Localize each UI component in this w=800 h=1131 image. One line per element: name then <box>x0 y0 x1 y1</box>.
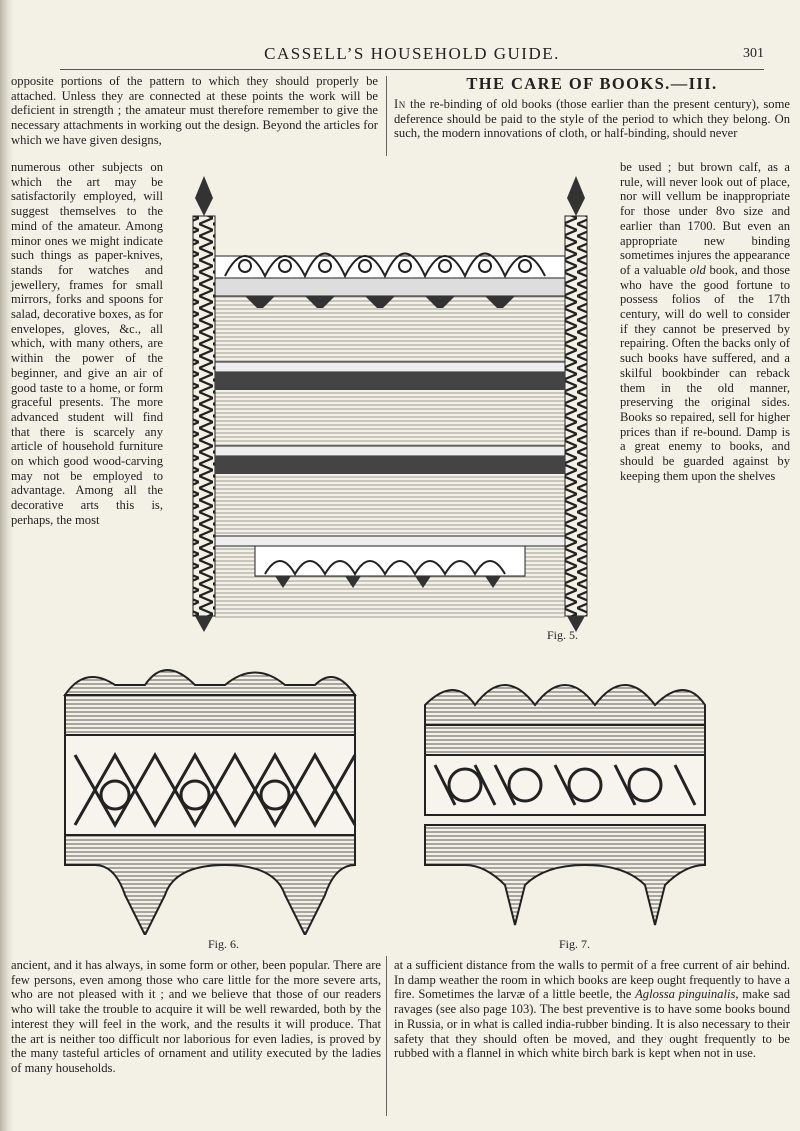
right-bottom-text-b: make sad ravages (see also page 103). The best preventive is to have some books bound in Russia, or in what is called india-rubber binding. It is also necessary to their safety that they should often be moved, and they ought frequently to be rubbed with a flannel in which white birch bark is kept when not in use. <box>394 987 790 1061</box>
right-bottom-italic: Aglossa pinguinalis, <box>635 987 739 1002</box>
figure-6-caption: Fig. 6. <box>208 937 240 951</box>
column-divider-bottom <box>386 956 387 1116</box>
figure-5-caption: Fig. 5. <box>547 628 579 642</box>
running-title: CASSELL’S HOUSEHOLD GUIDE. <box>264 44 560 63</box>
right-narrow-text-b: book, and those who have the good fortune to possess folios of the 17th century, will do well to consider if they cannot be preserved by repairing. Often the backs only of such books have suffered, and a skilful bookbinder can reback them in the old manner, preserving the original sides. Books so repaired, sell for higher prices than if re-bound. Damp is a great enemy to books, and should be guarded against by keeping them upon the shelves <box>620 262 790 483</box>
figure-6-fretwork-illustration <box>55 655 360 935</box>
column-divider <box>386 76 387 156</box>
right-top-text: the re-binding of old books (those earlier than the present century), some deference should be paid to the style of the period to which they belong. On such, the modern innovations of cloth, or half-binding, should never <box>394 97 790 141</box>
header-rule <box>60 69 764 70</box>
right-bottom-text-a: at a sufficient distance from the walls to permit of a free current of air behind. In damp weather the room in which books are keep ought frequently to have a fire. Sometimes the larvæ of a little beetle, the <box>394 958 790 1002</box>
right-top-block <box>394 74 790 141</box>
page-number: 301 <box>743 46 764 61</box>
left-top-paragraph: opposite portions of the pattern to which they should properly be attached. Unless they are connected at these points the work will be deficient in strength ; the amateur must therefore remember to give the necessary attachments in working out the design. Beyond the articles for which we have given designs, <box>11 74 378 147</box>
figure-7-fretwork-illustration <box>415 655 712 935</box>
right-narrow-italic: old <box>689 262 706 277</box>
left-bottom-paragraph: ancient, and it has always, in some form or other, been popular. There are few persons, even among those who care little for the more severe arts, who are not pleased with it ; and we believe that those of our readers who will take the trouble to acquire it will be well rewarded, both by the interest they will feel in the work, and the results it will produce. That the art is neither too difficult nor laborious for even ladies, is proved by the many tasteful articles of ornament and utility executed by the ladies of many households. <box>11 958 381 1075</box>
figure-5-bookshelf-illustration <box>185 176 597 632</box>
section-heading: THE CARE OF BOOKS.—III. <box>466 74 718 93</box>
right-bottom-paragraph <box>394 958 790 1061</box>
figure-7-caption: Fig. 7. <box>559 937 591 951</box>
right-top-paragraph <box>394 97 790 141</box>
right-narrow-text-a: be used ; but brown calf, as a rule, will never look out of place, nor will vellum be inappropriate for those under 8vo size and earlier than 1700. But even an appropriate new binding sometimes injures the appearance of a valuable <box>620 160 790 277</box>
running-head <box>60 44 764 66</box>
right-narrow-paragraph <box>620 160 790 483</box>
lead-in-word: In <box>394 97 406 111</box>
left-narrow-paragraph: numerous other subjects on which the art may be satisfactorily employed, will suggest themselves to the mind of the amateur. Among minor ones we might indicate such things as paper-knives, stands for watches and jewellery, frames for small mirrors, forks and spoons for salad, decorative boxes, as for envelopes, gloves, &c., all which, with many others, are within the power of the beginner, and give an air of good taste to a home, or form graceful presents. The more advanced student will find that there is scarcely any article of household furniture on which good wood-carving may not be employed to advantage. Among all the decorative arts this is, perhaps, the most <box>11 160 163 527</box>
